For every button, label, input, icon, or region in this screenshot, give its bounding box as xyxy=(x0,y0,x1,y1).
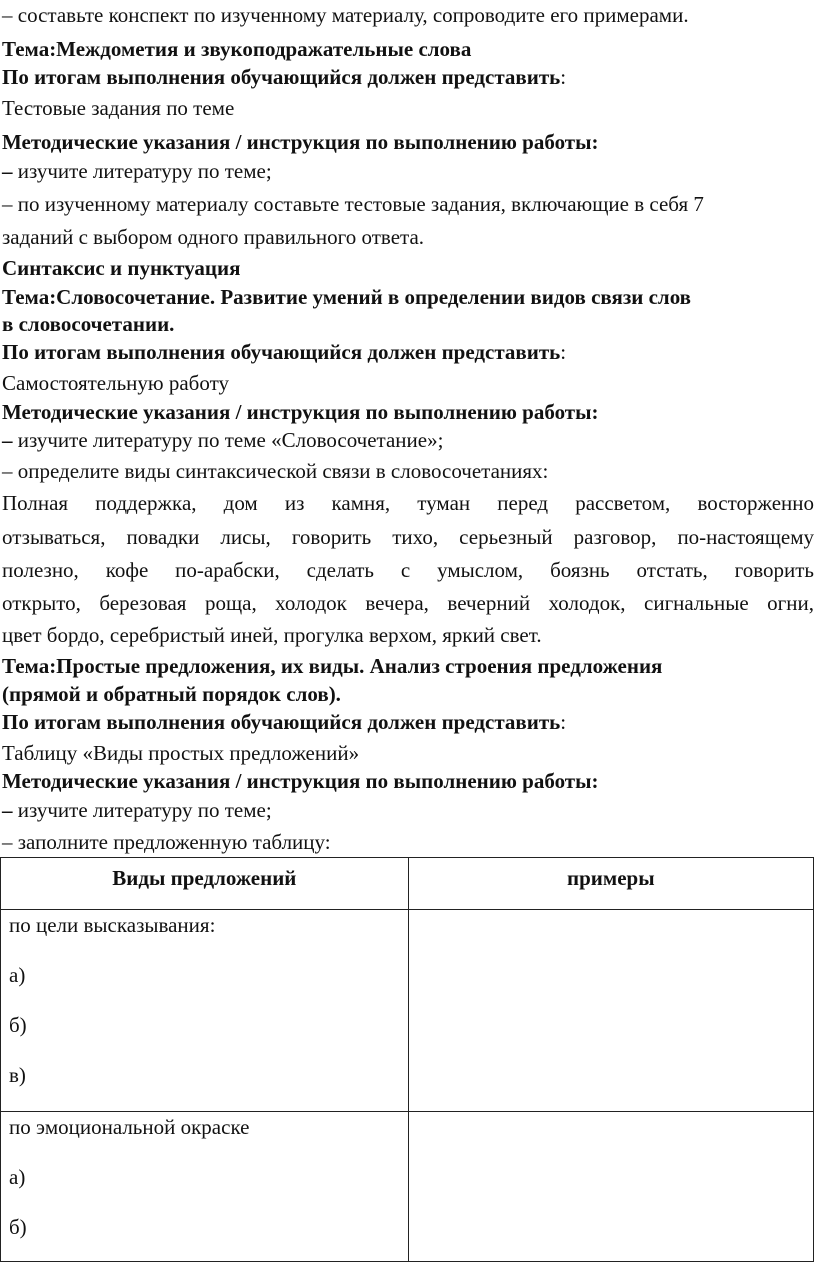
instruction-item: – по изученному материалу составьте тестовые задания, включающие в себя 7 xyxy=(2,192,704,216)
paragraph-line: Полная поддержка, дом из камня, туман перед рассветом, восторженно xyxy=(2,491,814,515)
topic-heading: Тема:Словосочетание. Развитие умений в определении видов связи слов xyxy=(2,285,692,309)
instruction-item xyxy=(2,158,272,184)
dash-mark: – xyxy=(2,428,13,452)
result-colon: : xyxy=(560,65,567,89)
row-item: б) xyxy=(9,1013,27,1037)
instruction-text: изучите литературу по теме; xyxy=(12,798,272,822)
instruction-item xyxy=(2,427,443,453)
dash-mark: – xyxy=(2,159,13,183)
row-item: б) xyxy=(9,1215,27,1239)
row-item: а) xyxy=(9,1165,26,1189)
instructions-heading: Методические указания / инструкция по выполнению работы: xyxy=(2,130,599,154)
instructions-heading: Методические указания / инструкция по выполнению работы: xyxy=(2,400,599,424)
paragraph-line: открыто, березовая роща, холодок вечера, вечерний холодок, сигнальные огни, xyxy=(2,591,814,615)
topic-heading: Тема:Простые предложения, их виды. Анализ строения предложения xyxy=(2,654,663,678)
paragraph-line: полезно, кофе по-арабски, сделать с умыслом, боязнь отстать, говорить xyxy=(2,558,814,582)
result-label: По итогам выполнения обучающийся должен представить xyxy=(2,65,561,89)
table-cell-type xyxy=(1,910,409,1112)
section-heading: Синтаксис и пунктуация xyxy=(2,256,241,280)
result-colon: : xyxy=(560,340,567,364)
paragraph-line: цвет бордо, серебристый иней, прогулка верхом, яркий свет. xyxy=(2,623,542,647)
row-item: а) xyxy=(9,963,26,987)
row-title: по эмоциональной окраске xyxy=(9,1115,250,1139)
result-line xyxy=(2,339,566,365)
header-cell-examples xyxy=(408,858,813,910)
instruction-item-continued: заданий с выбором одного правильного ответа. xyxy=(2,225,425,249)
table-row xyxy=(1,910,814,1112)
header-label: Виды предложений xyxy=(112,866,297,890)
result-label: По итогам выполнения обучающийся должен представить xyxy=(2,710,561,734)
table-cell-examples[interactable] xyxy=(408,910,813,1112)
result-line xyxy=(2,64,566,90)
instruction-text: изучите литературу по теме; xyxy=(12,159,272,183)
header-label: примеры xyxy=(567,866,655,890)
table-header-row xyxy=(1,858,814,910)
text-line: – составьте конспект по изученному материалу, сопроводите его примерами. xyxy=(2,3,689,27)
header-cell-types xyxy=(1,858,409,910)
result-line xyxy=(2,709,566,735)
topic-heading-continued: в словосочетании. xyxy=(2,312,175,336)
instruction-text: изучите литературу по теме «Словосочетание»; xyxy=(12,428,444,452)
paragraph-line: отзываться, повадки лисы, говорить тихо, серьезный разговор, по-настоящему xyxy=(2,525,814,549)
instruction-item: – заполните предложенную таблицу: xyxy=(2,830,331,854)
instruction-item xyxy=(2,797,272,823)
row-item: в) xyxy=(9,1063,26,1087)
result-colon: : xyxy=(560,710,567,734)
result-value: Тестовые задания по теме xyxy=(2,96,235,120)
sentence-types-table xyxy=(0,857,814,1262)
row-title: по цели высказывания: xyxy=(9,913,216,937)
result-label: По итогам выполнения обучающийся должен представить xyxy=(2,340,561,364)
table-row xyxy=(1,1112,814,1262)
instructions-heading: Методические указания / инструкция по выполнению работы: xyxy=(2,769,599,793)
table-cell-type xyxy=(1,1112,409,1262)
topic-heading-continued: (прямой и обратный порядок слов). xyxy=(2,682,341,706)
table-cell-examples[interactable] xyxy=(408,1112,813,1262)
result-value: Самостоятельную работу xyxy=(2,371,229,395)
topic-heading: Тема:Междометия и звукоподражательные слова xyxy=(2,37,472,61)
result-value: Таблицу «Виды простых предложений» xyxy=(2,741,360,765)
dash-mark: – xyxy=(2,798,13,822)
instruction-item: – определите виды синтаксической связи в словосочетаниях: xyxy=(2,459,549,483)
